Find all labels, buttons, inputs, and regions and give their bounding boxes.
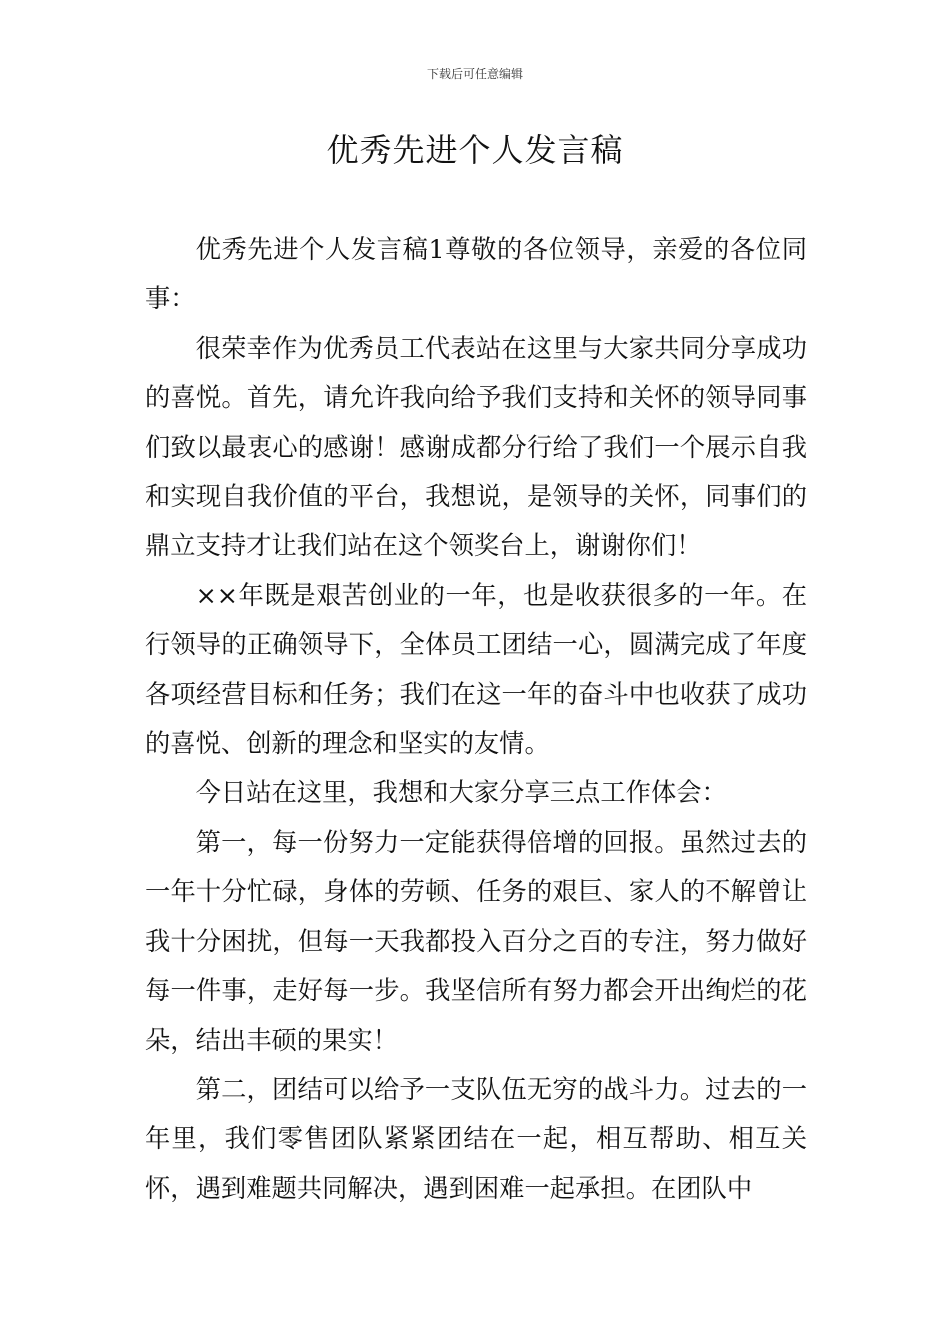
paragraph-year-review: ××年既是艰苦创业的一年，也是收获很多的一年。在行领导的正确领导下，全体员工团结一心，圆满完成了年度各项经营目标和任务；我们在这一年的奋斗中也收获了成功的喜悦、创新的理念和坚实的友情。 — [145, 580, 807, 759]
paragraph-intro-points: 今日站在这里，我想和大家分享三点工作体会： — [195, 778, 727, 808]
paragraph-point-two: 第二，团结可以给予一支队伍无穷的战斗力。过去的一年里，我们零售团队紧紧团结在一起，相互帮助、相互关怀，遇到难题共同解决，遇到困难一起承担。在团队中 — [145, 1074, 807, 1203]
paragraph-point-one: 第一，每一份努力一定能获得倍增的回报。虽然过去的一年十分忙碌，身体的劳顿、任务的艰巨、家人的不解曾让我十分困扰，但每一天我都投入百分之百的专注，努力做好每一件事，走好每一步。我坚信所有努力都会开出绚烂的花朵，结出丰硕的果实！ — [145, 827, 807, 1055]
document-body — [145, 225, 807, 1213]
page-header-note: 下载后可任意编辑 — [426, 67, 523, 81]
paragraph-thanks: 很荣幸作为优秀员工代表站在这里与大家共同分享成功的喜悦。首先，请允许我向给予我们支持和关怀的领导同事们致以最衷心的感谢！感谢成都分行给了我们一个展示自我和实现自我价值的平台，我想说，是领导的关怀，同事们的鼎立支持才让我们站在这个领奖台上，谢谢你们！ — [145, 333, 807, 561]
paragraph-greeting: 优秀先进个人发言稿1尊敬的各位领导，亲爱的各位同事： — [145, 235, 807, 314]
document-title: 优秀先进个人发言稿 — [326, 131, 624, 169]
